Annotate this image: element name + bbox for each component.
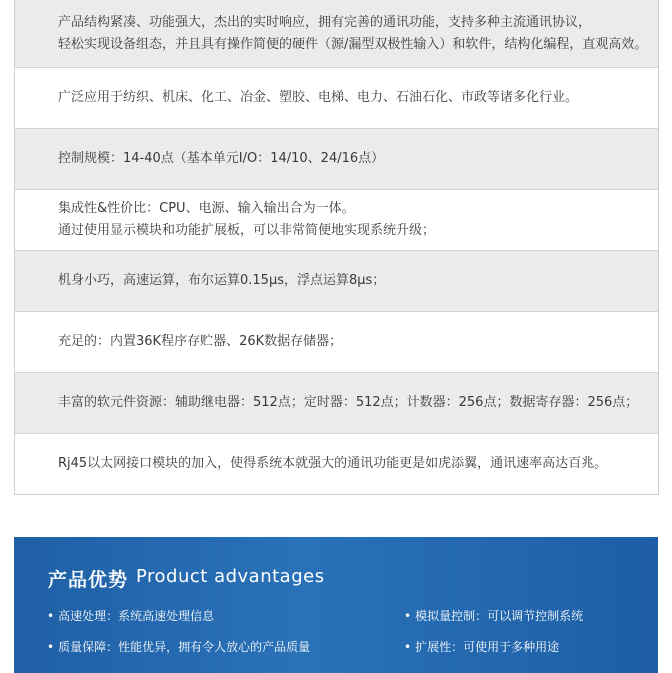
advantages-banner bbox=[14, 537, 658, 673]
advantage-item bbox=[404, 607, 583, 624]
feature-text: 控制规模：14-40点（基本单元I/O：14/10、24/16点） bbox=[58, 151, 385, 166]
advantage-text: 扩展性：可使用于多种用途 bbox=[415, 640, 560, 654]
advantage-item bbox=[47, 638, 310, 655]
feature-row-memory bbox=[15, 311, 658, 372]
feature-text: 机身小巧，高速运算，布尔运算0.15μs，浮点运算8μs； bbox=[58, 273, 386, 288]
feature-row-integration bbox=[15, 189, 658, 250]
feature-text: 通过使用显示模块和功能扩展板，可以非常简便地实现系统升级； bbox=[58, 223, 436, 238]
advantages-title-en: Product advantages bbox=[136, 566, 325, 587]
advantage-text: 高速处理：系统高速处理信息 bbox=[58, 609, 215, 623]
feature-text: 广泛应用于纺织、机床、化工、冶金、塑胶、电梯、电力、石油石化、市政等诸多化行业。 bbox=[58, 90, 579, 105]
advantage-item bbox=[47, 607, 214, 624]
feature-row-control-scale bbox=[15, 128, 658, 189]
feature-row-speed bbox=[15, 250, 658, 311]
feature-text: 集成性&性价比：CPU、电源、输入输出合为一体。 bbox=[58, 201, 355, 216]
feature-row-application bbox=[15, 67, 658, 128]
feature-text: 轻松实现设备组态，并且具有操作简便的硬件（源/漏型双极性输入）和软件，结构化编程，直观高效。 bbox=[58, 36, 648, 52]
feature-row-structure bbox=[15, 0, 658, 67]
bullet-icon: • bbox=[404, 609, 412, 623]
feature-text: 充足的：内置36K程序存贮器、26K数据存储器； bbox=[58, 334, 343, 349]
advantage-text: 模拟量控制：可以调节控制系统 bbox=[415, 609, 584, 623]
feature-row-ethernet bbox=[15, 433, 658, 494]
advantage-item bbox=[404, 638, 559, 655]
bullet-icon: • bbox=[47, 640, 55, 654]
bullet-icon: • bbox=[47, 609, 55, 623]
bullet-icon: • bbox=[404, 640, 412, 654]
feature-text: Rj45以太网接口模块的加入，使得系统本就强大的通讯功能更是如虎添翼，通讯速率高达百兆。 bbox=[58, 456, 608, 471]
feature-text: 产品结构紧凑、功能强大，杰出的实时响应，拥有完善的通讯功能，支持多种主流通讯协议， bbox=[58, 14, 592, 30]
advantages-title-cn: 产品优势 bbox=[48, 569, 129, 591]
feature-text: 丰富的软元件资源：辅助继电器：512点；定时器：512点；计数器：256点；数据寄存器：256点； bbox=[58, 395, 639, 410]
feature-row-resources bbox=[15, 372, 658, 433]
advantage-text: 质量保障：性能优异，拥有令人放心的产品质量 bbox=[58, 640, 311, 654]
feature-table bbox=[14, 0, 659, 495]
